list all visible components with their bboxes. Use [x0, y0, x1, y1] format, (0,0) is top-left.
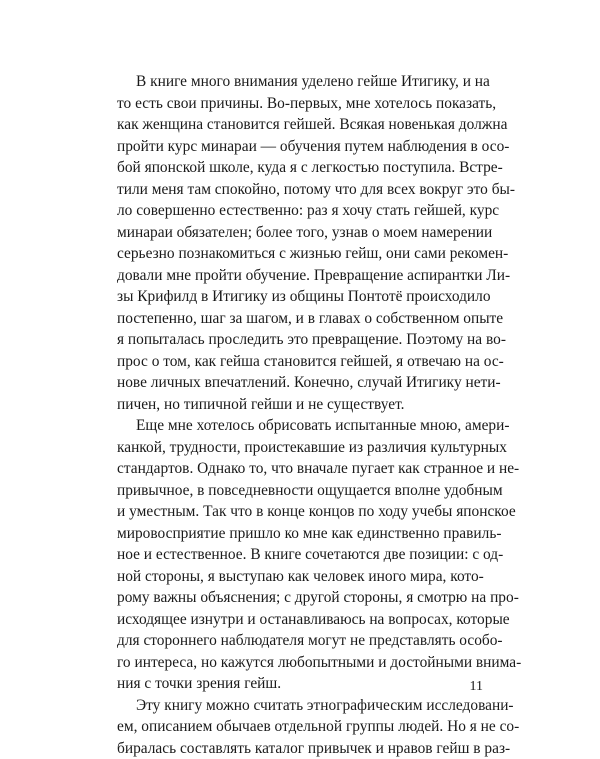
text-line: биралась составлять каталог привычек и нравов гейш в раз-: [117, 738, 483, 759]
text-line: довали мне пройти обучение. Превращение аспирантки Ли-: [117, 265, 483, 287]
text-line: минараи обязателен; более того, узнав о моем намерении: [117, 222, 483, 244]
text-line: то есть свои причины. Во-первых, мне хотелось показать,: [117, 93, 483, 115]
text-line: ния с точки зрения гейш.: [117, 673, 483, 695]
text-line: как женщина становится гейшей. Всякая новенькая должна: [117, 114, 483, 136]
text-line: пройти курс минараи — обучения путем наблюдения в осо-: [117, 136, 483, 158]
text-line: серьезно познакомиться с жизнью гейш, они сами рекомен-: [117, 243, 483, 265]
text-line: Еще мне хотелось обрисовать испытанные мною, амери-: [117, 415, 483, 437]
page-number: 11: [440, 679, 483, 695]
text-line: я попыталась проследить это превращение. Поэтому на во-: [117, 329, 483, 351]
text-line: мировосприятие пришло ко мне как единственно правиль-: [117, 523, 483, 545]
text-line: исходящее изнутри и останавливаюсь на вопросах, которые: [117, 609, 483, 631]
text-line: и уместным. Так что в конце концов по ходу учебы японское: [117, 501, 483, 523]
text-line: тили меня там спокойно, потому что для всех вокруг это бы-: [117, 179, 483, 201]
text-line: для стороннего наблюдателя могут не представлять особо-: [117, 630, 483, 652]
paragraph: [117, 695, 483, 759]
text-line: стандартов. Однако то, что вначале пугает как странное и не-: [117, 458, 483, 480]
text-line: постепенно, шаг за шагом, и в главах о собственном опыте: [117, 308, 483, 330]
text-line: бой японской школе, куда я с легкостью поступила. Встре-: [117, 157, 483, 179]
text-column: [117, 71, 483, 759]
paragraph: [117, 71, 483, 415]
text-line: зы Крифилд в Итигику из общины Понтотё происходило: [117, 286, 483, 308]
text-line: нове личных впечатлений. Конечно, случай Итигику нети-: [117, 372, 483, 394]
text-line: ем, описанием обычаев отдельной группы людей. Но я не со-: [117, 716, 483, 738]
text-line: Эту книгу можно считать этнографическим исследовани-: [117, 695, 483, 717]
text-line: канкой, трудности, проистекавшие из различия культурных: [117, 437, 483, 459]
text-line: ло совершенно естественно: раз я хочу стать гейшей, курс: [117, 200, 483, 222]
text-line: пичен, но типичной гейши и не существует.: [117, 394, 483, 416]
text-line: го интереса, но кажутся любопытными и достойными внима-: [117, 652, 483, 674]
text-line: ной стороны, я выступаю как человек иного мира, кото-: [117, 566, 483, 588]
text-line: ное и естественное. В книге сочетаются две позиции: с од-: [117, 544, 483, 566]
text-line: рому важны объяснения; с другой стороны, я смотрю на про-: [117, 587, 483, 609]
text-line: привычное, в повседневности ощущается вполне удобным: [117, 480, 483, 502]
text-line: В книге много внимания уделено гейше Итигику, и на: [117, 71, 483, 93]
paragraph: [117, 415, 483, 695]
text-line: прос о том, как гейша становится гейшей, я отвечаю на ос-: [117, 351, 483, 373]
